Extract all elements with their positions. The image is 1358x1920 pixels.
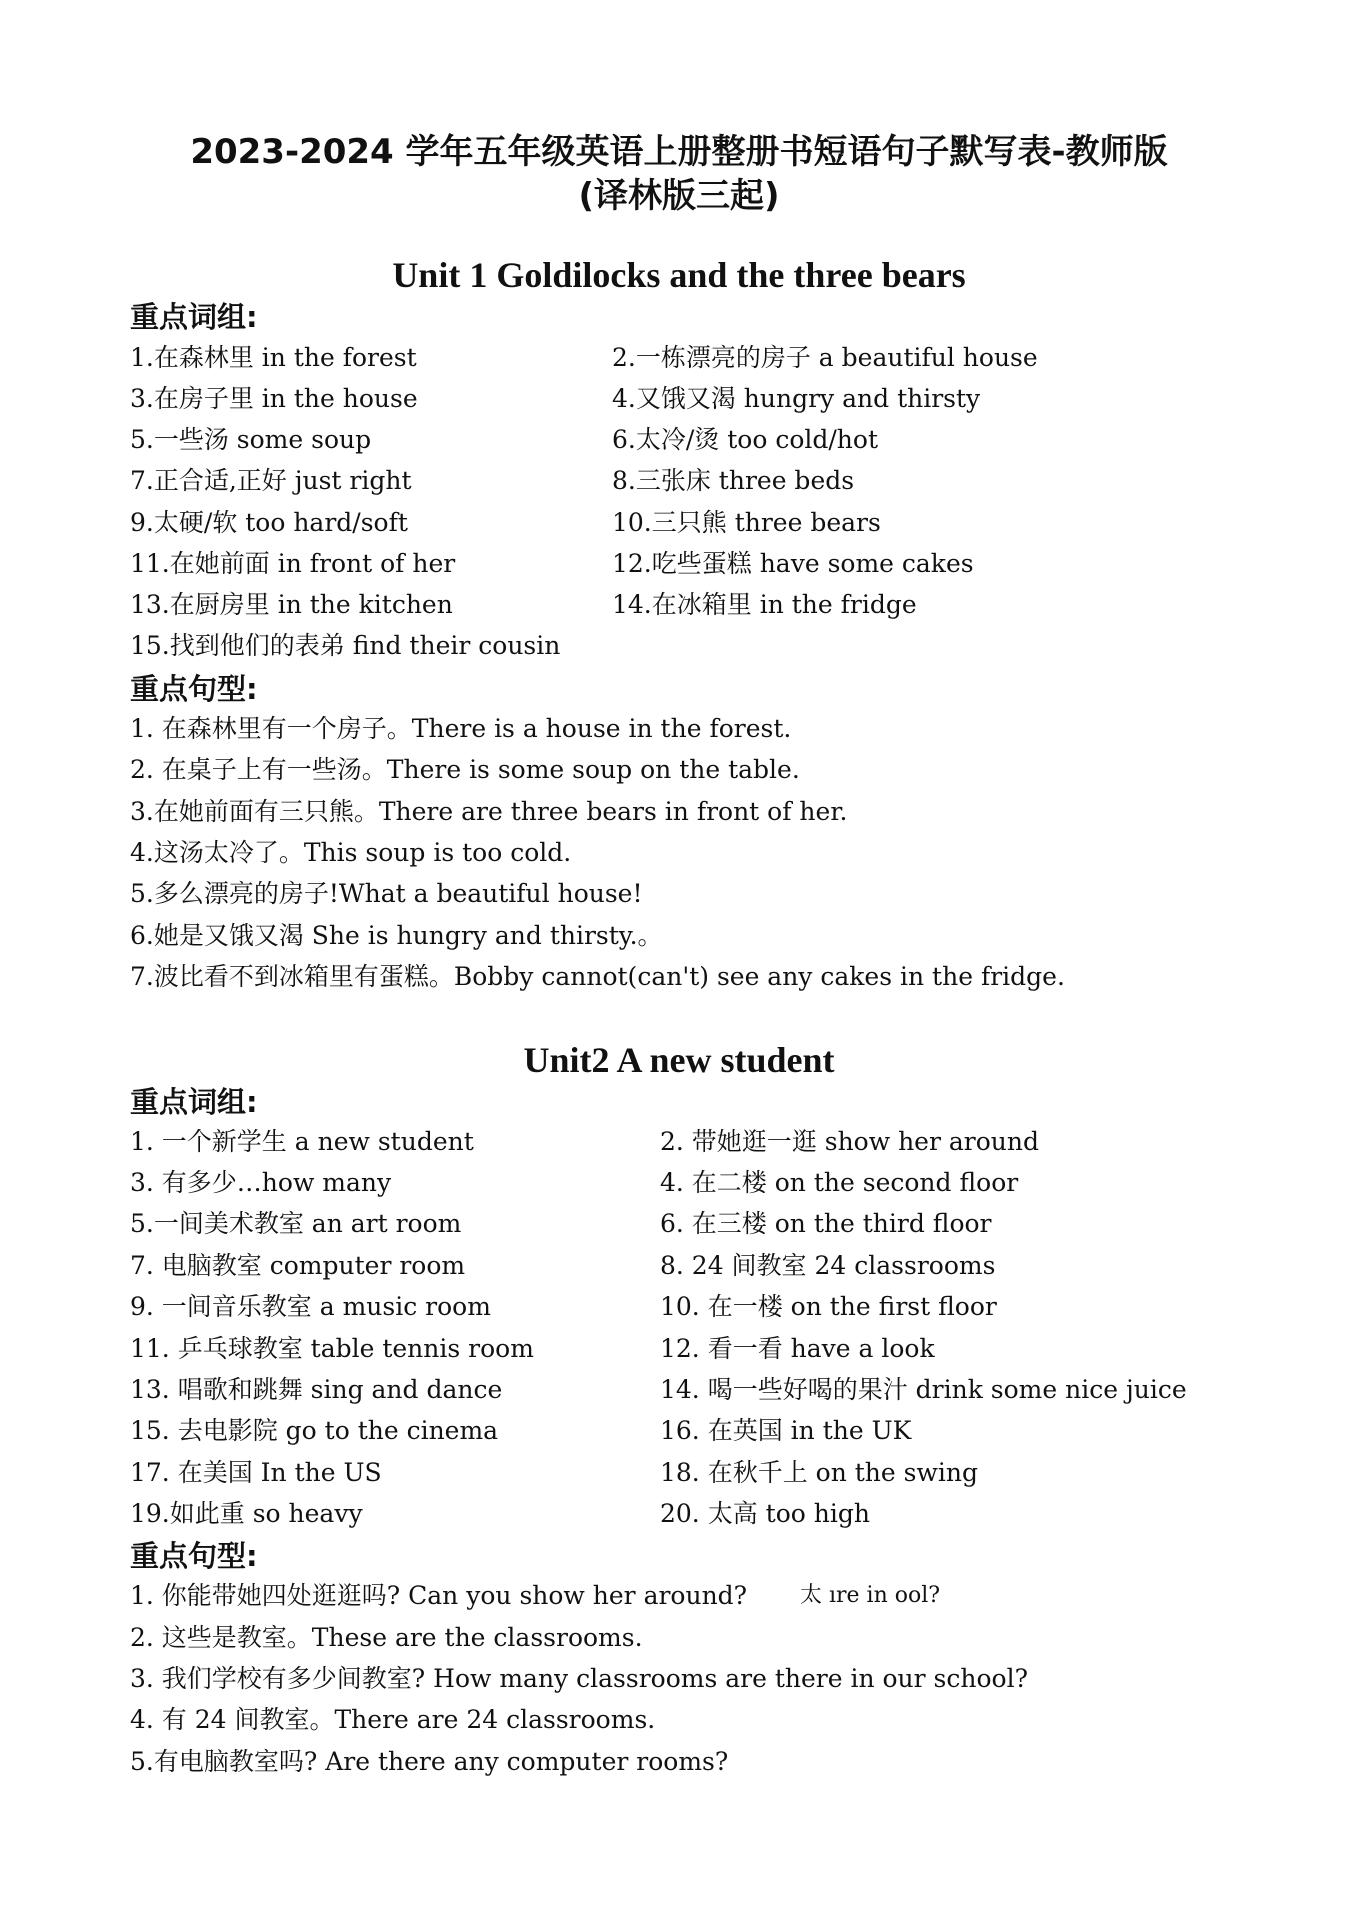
unit2-phrase: 20. 太高 too high <box>660 1499 870 1528</box>
unit2-phrase: 11. 乒乓球教室 table tennis room <box>130 1334 534 1363</box>
unit2-phrase: 16. 在英国 in the UK <box>660 1416 912 1445</box>
unit2-sentence: 1. 你能带她四处逛逛吗? Can you show her around? <box>130 1581 748 1610</box>
unit1-sentence: 3.在她前面有三只熊。There are three bears in front of her. <box>130 797 848 826</box>
unit2-phrase: 14. 喝一些好喝的果汁 drink some nice juice <box>660 1375 1187 1404</box>
unit2-phrase: 19.如此重 so heavy <box>130 1499 363 1528</box>
unit1-phrase: 11.在她前面 in front of her <box>130 549 456 578</box>
unit1-phrase: 12.吃些蛋糕 have some cakes <box>612 549 974 578</box>
unit2-phrase: 5.一间美术教室 an art room <box>130 1209 462 1238</box>
unit2-phrase: 18. 在秋千上 on the swing <box>660 1458 978 1487</box>
unit2-sentence: 5.有电脑教室吗? Are there any computer rooms? <box>130 1747 729 1776</box>
unit1-phrases-heading: 重点词组: <box>130 300 258 334</box>
unit2-phrase: 7. 电脑教室 computer room <box>130 1251 466 1280</box>
unit2-phrase: 17. 在美国 In the US <box>130 1458 382 1487</box>
unit1-phrase: 15.找到他们的表弟 find their cousin <box>130 631 561 660</box>
unit2-phrase: 1. 一个新学生 a new student <box>130 1127 474 1156</box>
unit1-phrase: 9.太硬/软 too hard/soft <box>130 508 408 537</box>
unit2-phrase: 6. 在三楼 on the third floor <box>660 1209 992 1238</box>
unit2-phrase: 2. 带她逛一逛 show her around <box>660 1127 1039 1156</box>
unit2-phrase: 9. 一间音乐教室 a music room <box>130 1292 491 1321</box>
unit1-phrase: 10.三只熊 three bears <box>612 508 881 537</box>
unit1-phrase: 4.又饿又渴 hungry and thirsty <box>612 384 981 413</box>
unit2-title: Unit2 A new student <box>523 1040 835 1080</box>
page-subtitle: (译林版三起) <box>578 176 780 216</box>
stray-text-fragment: 太 ıre in ool? <box>800 1583 941 1608</box>
unit1-phrase: 1.在森林里 in the forest <box>130 343 417 372</box>
unit1-title: Unit 1 Goldilocks and the three bears <box>392 255 966 295</box>
unit2-phrase: 13. 唱歌和跳舞 sing and dance <box>130 1375 503 1404</box>
unit1-sentence: 5.多么漂亮的房子!What a beautiful house! <box>130 879 643 908</box>
unit2-sentence: 2. 这些是教室。These are the classrooms. <box>130 1623 643 1652</box>
unit1-sentence: 2. 在桌子上有一些汤。There is some soup on the table. <box>130 755 800 784</box>
unit1-phrase: 5.一些汤 some soup <box>130 425 372 454</box>
unit1-sentence: 7.波比看不到冰箱里有蛋糕。Bobby cannot(can't) see any cakes in the fridge. <box>130 962 1065 991</box>
unit1-sentence: 6.她是又饿又渴 She is hungry and thirsty.。 <box>130 921 663 950</box>
unit2-phrase: 4. 在二楼 on the second floor <box>660 1168 1019 1197</box>
unit1-phrase: 14.在冰箱里 in the fridge <box>612 590 917 619</box>
unit1-sentences-heading: 重点句型: <box>130 672 258 706</box>
unit2-phrases-heading: 重点词组: <box>130 1085 258 1119</box>
unit1-sentence: 1. 在森林里有一个房子。There is a house in the forest. <box>130 714 792 743</box>
unit1-phrase: 13.在厨房里 in the kitchen <box>130 590 453 619</box>
unit1-sentence: 4.这汤太冷了。This soup is too cold. <box>130 838 572 867</box>
unit1-phrase: 8.三张床 three beds <box>612 466 855 495</box>
unit2-phrase: 3. 有多少…how many <box>130 1168 392 1197</box>
unit1-phrase: 7.正合适,正好 just right <box>130 466 412 495</box>
unit2-sentence: 4. 有 24 间教室。There are 24 classrooms. <box>130 1705 656 1734</box>
unit2-phrase: 12. 看一看 have a look <box>660 1334 935 1363</box>
unit2-sentence: 3. 我们学校有多少间教室? How many classrooms are there in our school? <box>130 1664 1028 1693</box>
unit1-phrase: 2.一栋漂亮的房子 a beautiful house <box>612 343 1038 372</box>
unit1-phrase: 3.在房子里 in the house <box>130 384 418 413</box>
unit2-phrase: 10. 在一楼 on the first floor <box>660 1292 997 1321</box>
unit2-sentences-heading: 重点句型: <box>130 1539 258 1573</box>
page-title: 2023-2024 学年五年级英语上册整册书短语句子默写表-教师版 <box>190 132 1168 172</box>
unit1-phrase: 6.太冷/烫 too cold/hot <box>612 425 878 454</box>
unit2-phrase: 15. 去电影院 go to the cinema <box>130 1416 499 1445</box>
unit2-phrase: 8. 24 间教室 24 classrooms <box>660 1251 996 1280</box>
